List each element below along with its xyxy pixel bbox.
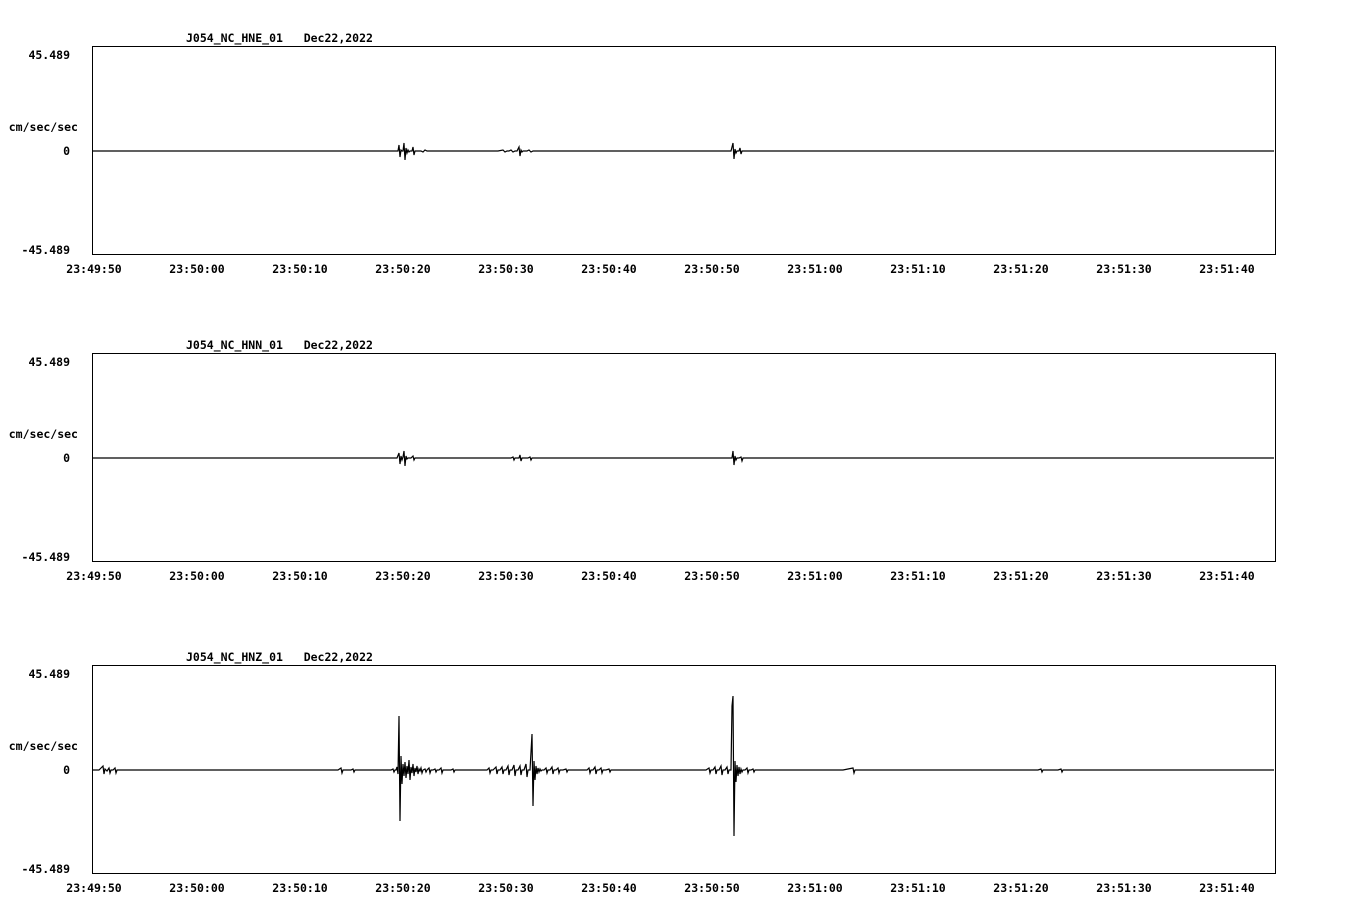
x-tick-hnn-6: 23:50:50 <box>684 569 740 583</box>
x-tick-hnz-1: 23:50:00 <box>169 881 225 895</box>
x-tick-hnn-4: 23:50:30 <box>478 569 534 583</box>
x-tick-hnz-11: 23:51:40 <box>1199 881 1255 895</box>
y-axis-units-hne: cm/sec/sec <box>8 120 78 134</box>
y-axis-units-hnn: cm/sec/sec <box>8 427 78 441</box>
x-tick-hne-3: 23:50:20 <box>375 262 431 276</box>
x-tick-hne-7: 23:51:00 <box>787 262 843 276</box>
x-tick-hnn-3: 23:50:20 <box>375 569 431 583</box>
x-tick-hne-4: 23:50:30 <box>478 262 534 276</box>
y-axis-units-hnz: cm/sec/sec <box>8 739 78 753</box>
x-tick-hne-10: 23:51:30 <box>1096 262 1152 276</box>
x-tick-hnn-0: 23:49:50 <box>66 569 122 583</box>
y-axis-zero-label-hne: 0 <box>63 144 70 158</box>
chart-panel-hne <box>0 0 1358 290</box>
chart-title-hnz: J054_NC_HNZ_01 Dec22,2022 <box>186 650 373 664</box>
x-tick-hnn-5: 23:50:40 <box>581 569 637 583</box>
y-axis-min-label-hne: -45.489 <box>21 243 70 257</box>
y-axis-zero-label-hnz: 0 <box>63 763 70 777</box>
plot-area-hnz <box>92 665 1276 874</box>
chart-panel-hnz <box>0 615 1358 915</box>
waveform-trace-hnz <box>93 666 1274 872</box>
x-tick-hne-9: 23:51:20 <box>993 262 1049 276</box>
y-axis-zero-label-hnn: 0 <box>63 451 70 465</box>
x-tick-hne-1: 23:50:00 <box>169 262 225 276</box>
x-tick-hne-2: 23:50:10 <box>272 262 328 276</box>
x-tick-hnn-7: 23:51:00 <box>787 569 843 583</box>
y-axis-min-label-hnz: -45.489 <box>21 862 70 876</box>
x-tick-hnz-3: 23:50:20 <box>375 881 431 895</box>
x-tick-hnn-9: 23:51:20 <box>993 569 1049 583</box>
x-tick-hne-5: 23:50:40 <box>581 262 637 276</box>
x-tick-hne-6: 23:50:50 <box>684 262 740 276</box>
x-tick-hnz-0: 23:49:50 <box>66 881 122 895</box>
x-tick-hne-0: 23:49:50 <box>66 262 122 276</box>
waveform-trace-hne <box>93 47 1274 253</box>
x-tick-hnz-8: 23:51:10 <box>890 881 946 895</box>
y-axis-max-label-hnz: 45.489 <box>28 667 70 681</box>
x-tick-hne-8: 23:51:10 <box>890 262 946 276</box>
x-tick-hnn-8: 23:51:10 <box>890 569 946 583</box>
y-axis-max-label-hnn: 45.489 <box>28 355 70 369</box>
x-tick-hnz-6: 23:50:50 <box>684 881 740 895</box>
plot-area-hne <box>92 46 1276 255</box>
x-tick-hnz-5: 23:50:40 <box>581 881 637 895</box>
chart-panel-hnn <box>0 307 1358 597</box>
chart-title-hne: J054_NC_HNE_01 Dec22,2022 <box>186 31 373 45</box>
x-tick-hnn-1: 23:50:00 <box>169 569 225 583</box>
chart-title-hnn: J054_NC_HNN_01 Dec22,2022 <box>186 338 373 352</box>
waveform-trace-hnn <box>93 354 1274 560</box>
x-tick-hnz-4: 23:50:30 <box>478 881 534 895</box>
x-tick-hnn-10: 23:51:30 <box>1096 569 1152 583</box>
y-axis-min-label-hnn: -45.489 <box>21 550 70 564</box>
x-tick-hnz-9: 23:51:20 <box>993 881 1049 895</box>
x-tick-hnn-11: 23:51:40 <box>1199 569 1255 583</box>
x-tick-hne-11: 23:51:40 <box>1199 262 1255 276</box>
plot-area-hnn <box>92 353 1276 562</box>
x-tick-hnz-7: 23:51:00 <box>787 881 843 895</box>
x-tick-hnz-2: 23:50:10 <box>272 881 328 895</box>
x-tick-hnz-10: 23:51:30 <box>1096 881 1152 895</box>
x-tick-hnn-2: 23:50:10 <box>272 569 328 583</box>
y-axis-max-label-hne: 45.489 <box>28 48 70 62</box>
